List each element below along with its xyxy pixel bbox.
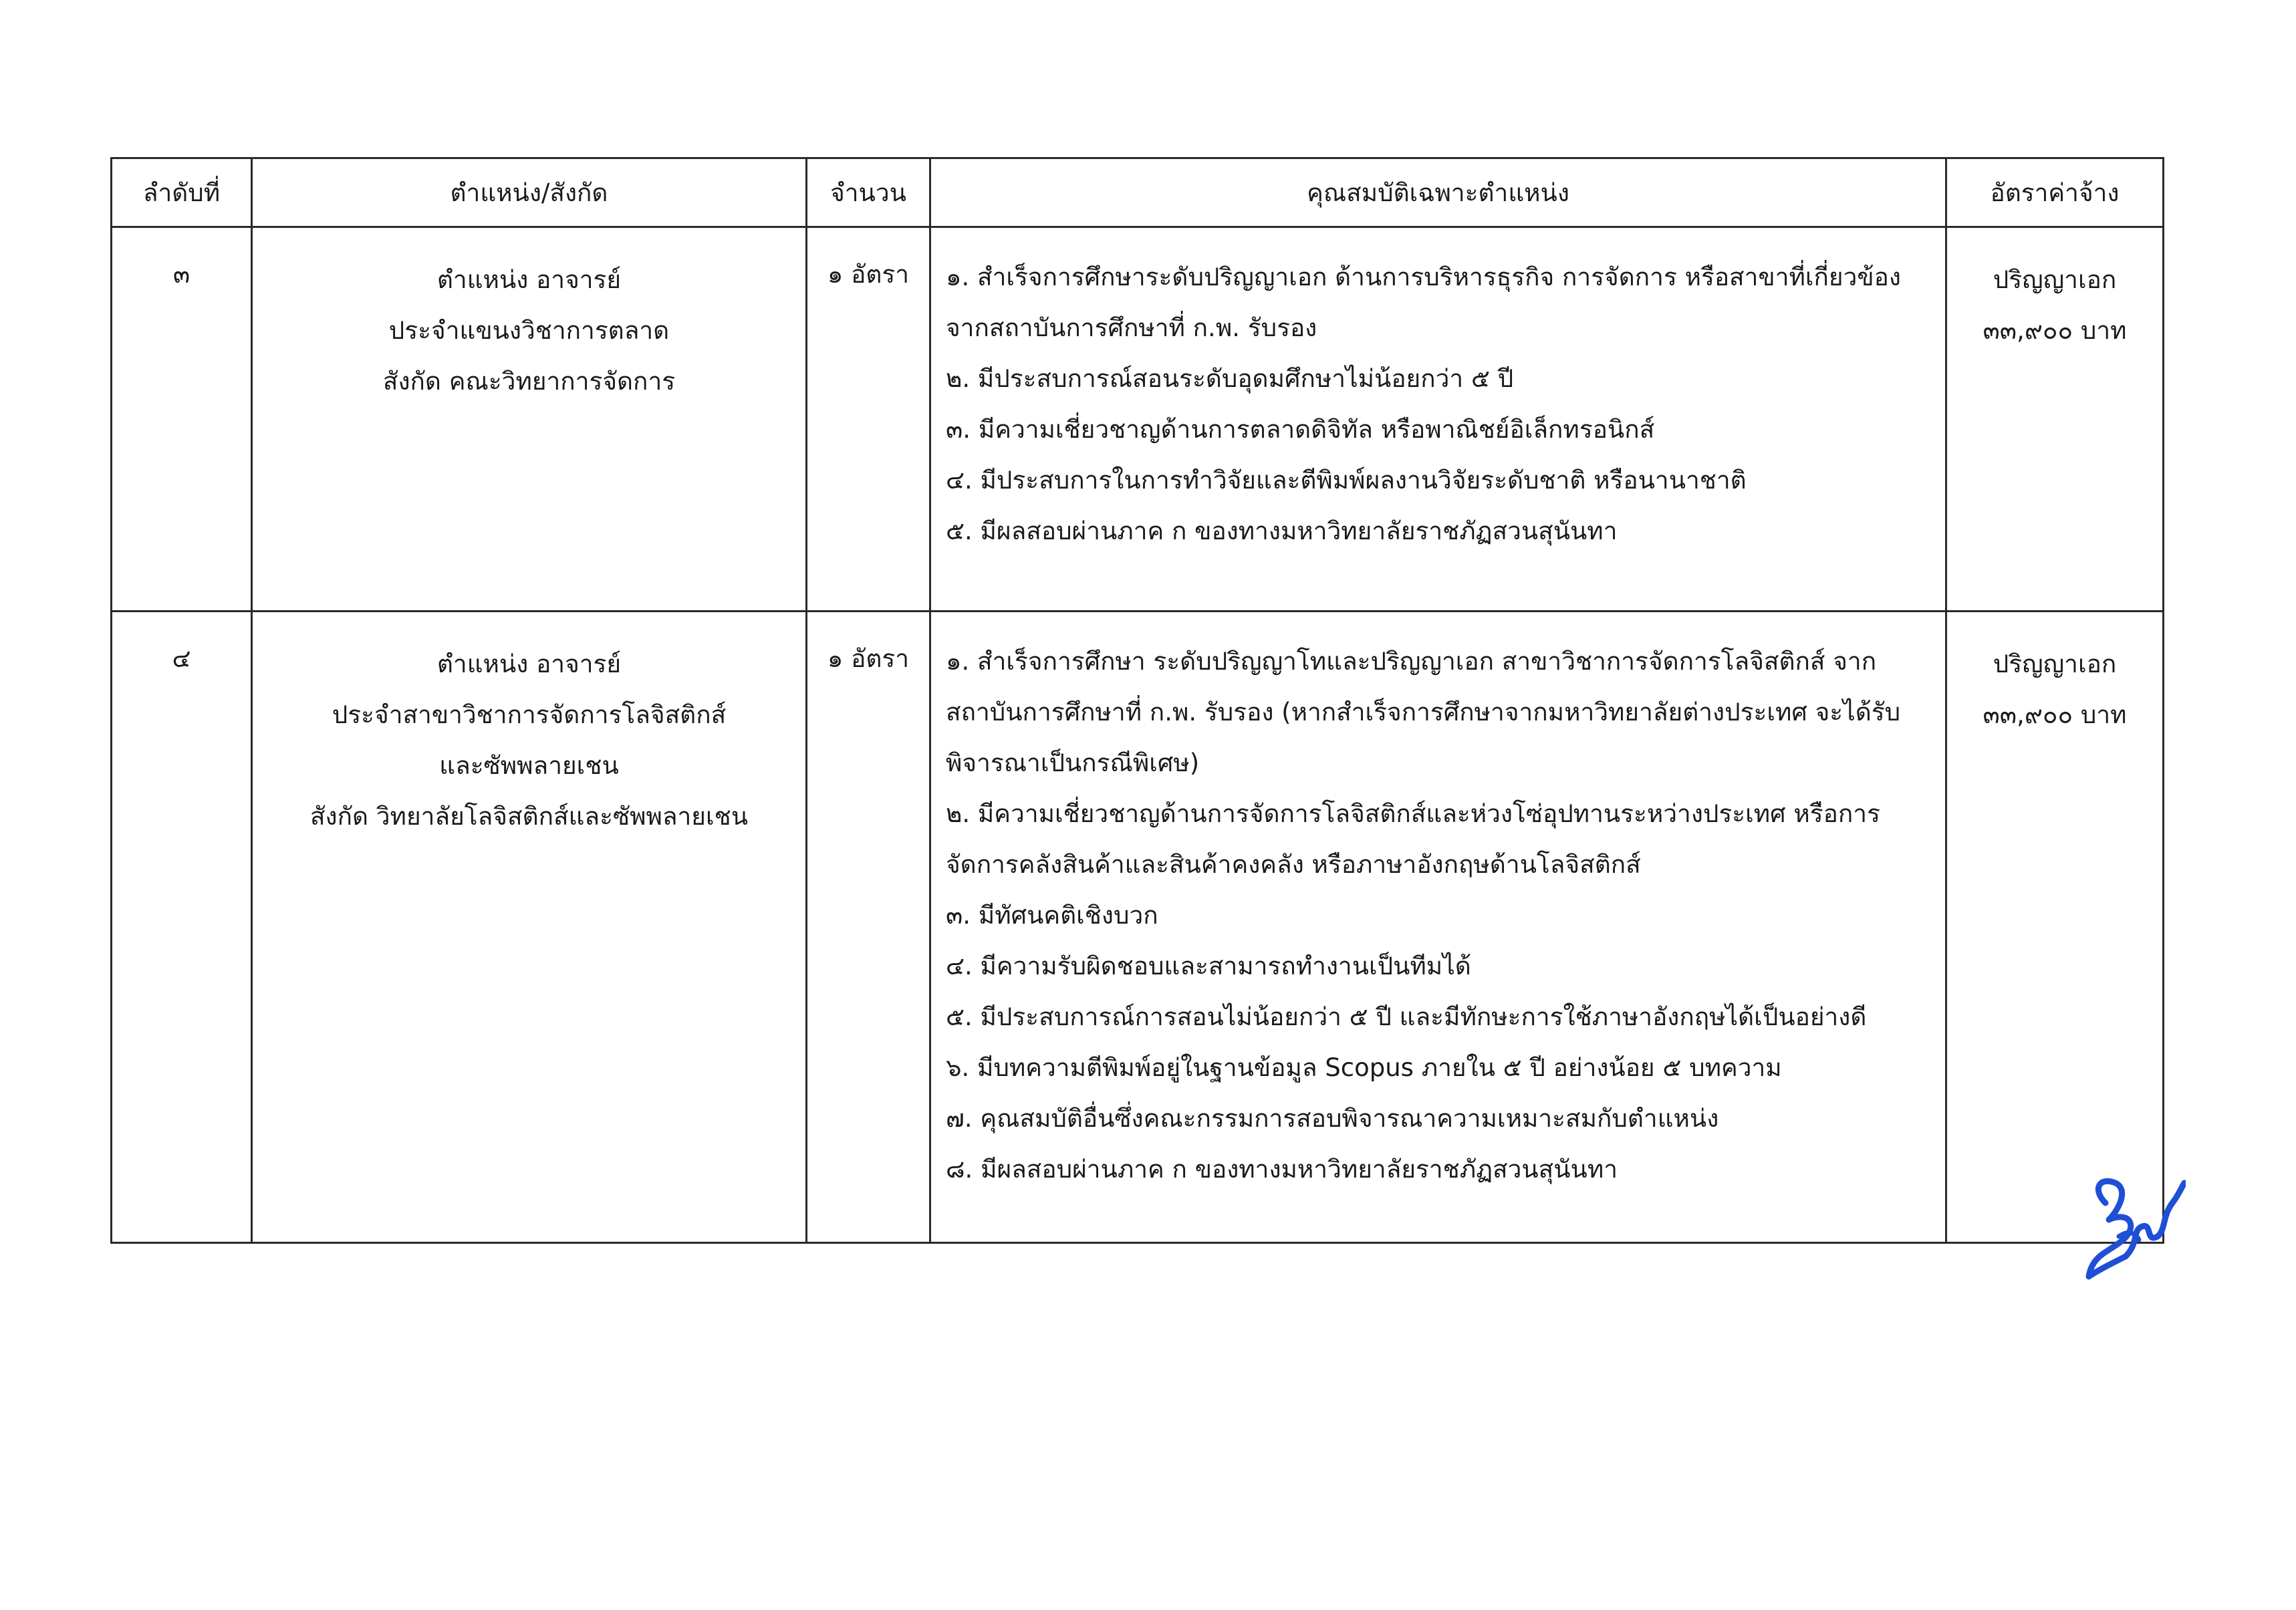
position-line: สังกัด คณะวิทยาการจัดการ xyxy=(382,367,676,396)
qualification-item: ๒. มีประสบการณ์สอนระดับอุดมศึกษาไม่น้อยกว่า ๕ ปี xyxy=(946,364,1514,393)
rate-cell xyxy=(1946,227,2164,612)
qualification-item: ๘. มีผลสอบผ่านภาค ก ของทางมหาวิทยาลัยราชภัฏสวนสุนันทา xyxy=(946,1155,1618,1184)
qualifications-list xyxy=(946,636,1936,1195)
position-cell xyxy=(252,227,807,612)
qualification-item: ๕. มีประสบการณ์การสอนไม่น้อยกว่า ๕ ปี และมีทักษะการใช้ภาษาอังกฤษได้เป็นอย่างดี xyxy=(946,1002,1867,1031)
signature-stroke xyxy=(2089,1181,2184,1277)
header-quantity: จำนวน xyxy=(807,158,930,227)
position-line: สังกัด วิทยาลัยโลจิสติกส์และซัพพลายเชน xyxy=(309,802,749,831)
position-line: ตำแหน่ง อาจารย์ xyxy=(436,265,622,294)
rate-degree: ปริญญาเอก xyxy=(1993,265,2117,294)
row-number: ๓ xyxy=(112,227,252,612)
table-row xyxy=(112,612,2164,1243)
position-cell xyxy=(252,612,807,1243)
qualifications-cell xyxy=(930,612,1946,1243)
qualifications-list xyxy=(946,252,1936,557)
qualification-item: ๔. มีความรับผิดชอบและสามารถทำงานเป็นทีมได้ xyxy=(946,952,1471,980)
header-rate: อัตราค่าจ้าง xyxy=(1946,158,2164,227)
quantity-cell: ๑ อัตรา xyxy=(807,227,930,612)
position-line: ตำแหน่ง อาจารย์ xyxy=(436,650,622,678)
position-line: และซัพพลายเชน xyxy=(439,751,619,780)
qualifications-cell xyxy=(930,227,1946,612)
qualification-item: ๒. มีความเชี่ยวชาญด้านการจัดการโลจิสติกส์และห่วงโซ่อุปทานระหว่างประเทศ หรือการจัดการคลังสินค้าและสินค้าคงคลัง หรือภาษาอังกฤษด้านโลจิสติกส์ xyxy=(946,799,1880,879)
table-row xyxy=(112,227,2164,612)
quantity-cell: ๑ อัตรา xyxy=(807,612,930,1243)
rate-amount: ๓๓,๙๐๐ บาท xyxy=(1983,700,2127,729)
row-number: ๔ xyxy=(112,612,252,1243)
rate-cell xyxy=(1946,612,2164,1243)
qualification-item: ๓. มีทัศนคติเชิงบวก xyxy=(946,901,1158,930)
header-position: ตำแหน่ง/สังกัด xyxy=(252,158,807,227)
handwritten-signature xyxy=(2079,1163,2186,1290)
qualification-item: ๕. มีผลสอบผ่านภาค ก ของทางมหาวิทยาลัยราชภัฏสวนสุนันทา xyxy=(946,517,1618,545)
qualification-item: ๔. มีประสบการในการทำวิจัยและตีพิมพ์ผลงานวิจัยระดับชาติ หรือนานาชาติ xyxy=(946,466,1747,495)
qualification-item: ๑. สำเร็จการศึกษา ระดับปริญญาโทและปริญญาเอก สาขาวิชาการจัดการโลจิสติกส์ จากสถาบันการศึกษาที่ ก.พ. รับรอง (หากสำเร็จการศึกษาจากมหาวิทยาลัยต่างประเทศ จะได้รับพิจารณาเป็นกรณีพิเศษ) xyxy=(946,647,1901,777)
qualification-item: ๑. สำเร็จการศึกษาระดับปริญญาเอก ด้านการบริหารธุรกิจ การจัดการ หรือสาขาที่เกี่ยวข้อง จากสถาบันการศึกษาที่ ก.พ. รับรอง xyxy=(946,263,1901,342)
position-line: ประจำแขนงวิชาการตลาด xyxy=(388,316,670,345)
rate-degree: ปริญญาเอก xyxy=(1993,650,2117,678)
header-no: ลำดับที่ xyxy=(112,158,252,227)
position-line: ประจำสาขาวิชาการจัดการโลจิสติกส์ xyxy=(332,700,727,729)
table-header-row xyxy=(112,158,2164,227)
header-qualifications: คุณสมบัติเฉพาะตำแหน่ง xyxy=(930,158,1946,227)
qualification-item: ๖. มีบทความตีพิมพ์อยู่ในฐานข้อมูล Scopus ภายใน ๕ ปี อย่างน้อย ๕ บทความ xyxy=(946,1053,1782,1082)
qualification-item: ๗. คุณสมบัติอื่นซึ่งคณะกรรมการสอบพิจารณาความเหมาะสมกับตำแหน่ง xyxy=(946,1104,1719,1133)
positions-table xyxy=(110,157,2164,1244)
rate-amount: ๓๓,๙๐๐ บาท xyxy=(1983,316,2127,345)
qualification-item: ๓. มีความเชี่ยวชาญด้านการตลาดดิจิทัล หรือพาณิชย์อิเล็กทรอนิกส์ xyxy=(946,415,1655,444)
